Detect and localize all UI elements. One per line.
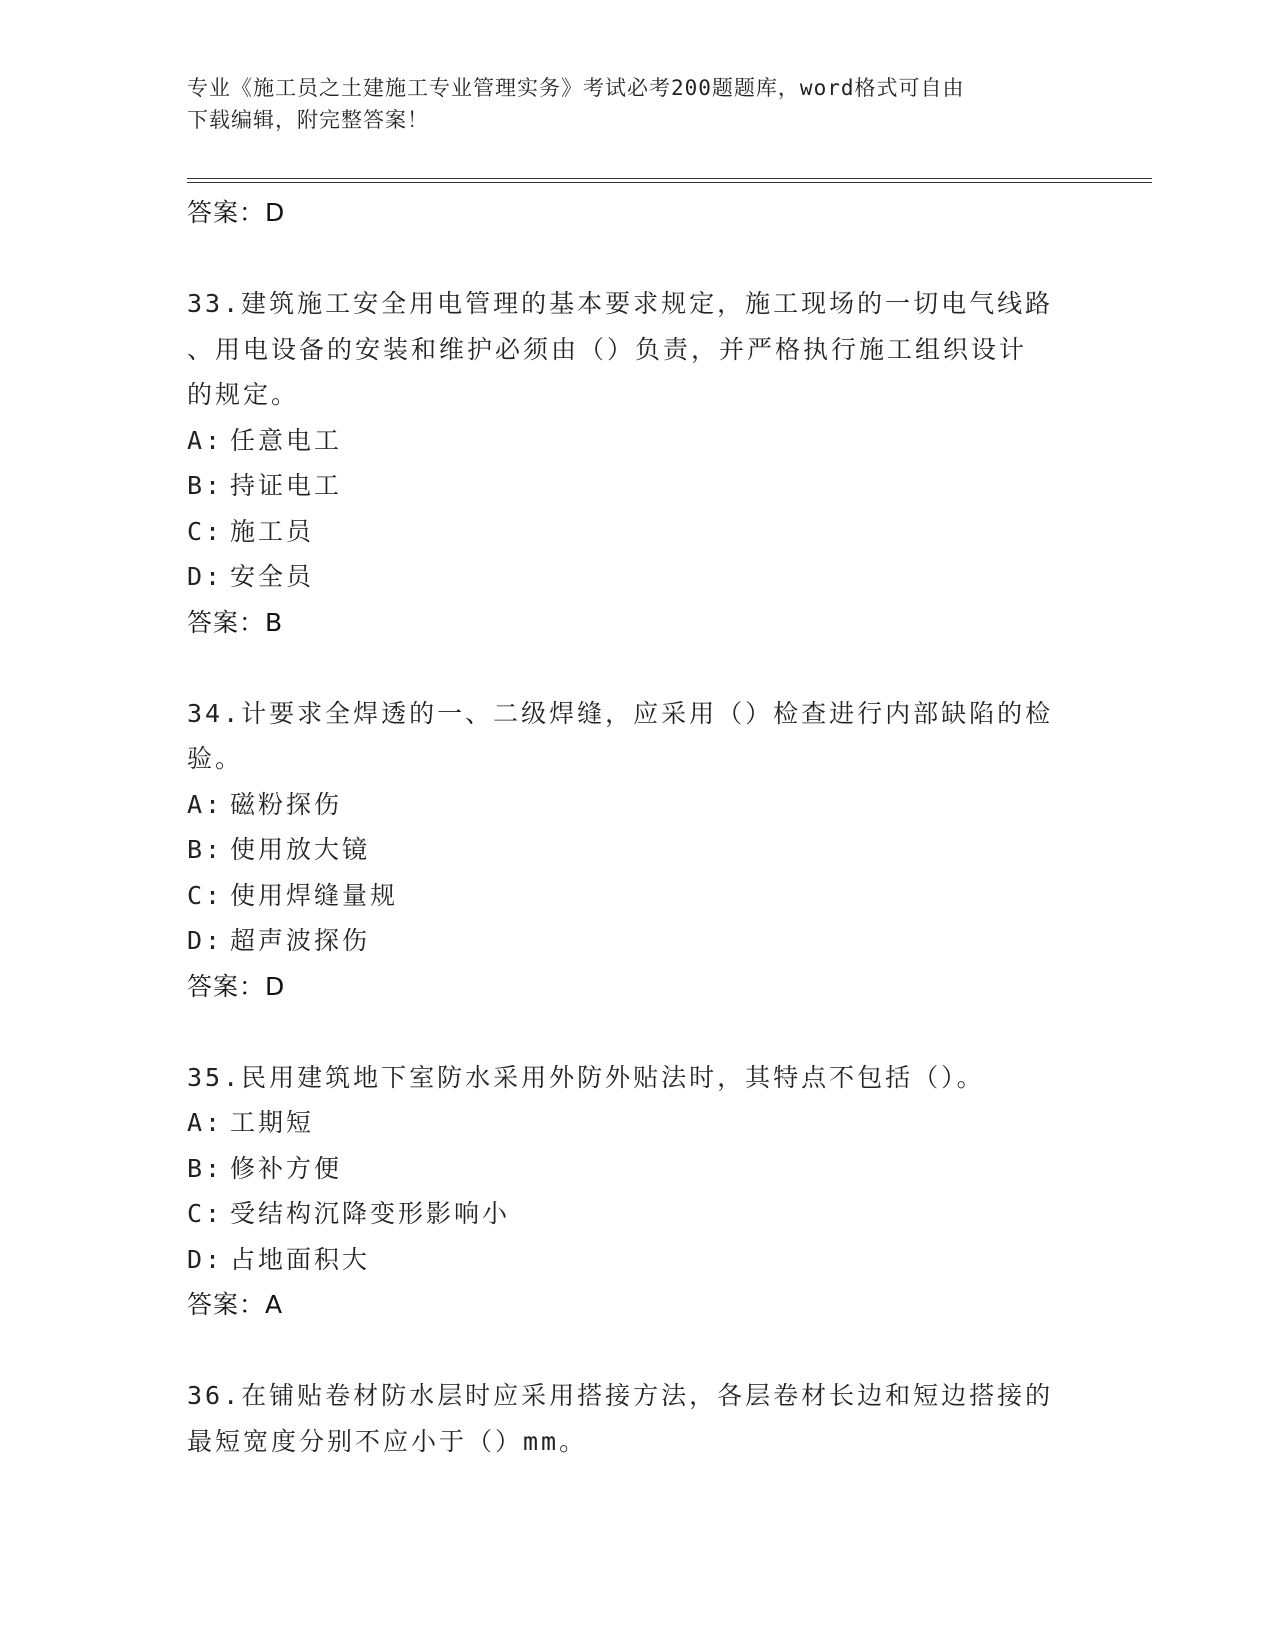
option-text: 工期短 [230, 1108, 315, 1137]
question-item [187, 1055, 1087, 1328]
option-b [187, 1146, 1087, 1192]
option-d [187, 554, 1087, 600]
option-text: 安全员 [230, 562, 315, 591]
option-key: D: [187, 562, 224, 591]
option-key: A: [187, 425, 224, 455]
option-text: 占地面积大 [230, 1244, 371, 1274]
option-d [187, 918, 1087, 964]
option-key: C: [187, 1199, 224, 1228]
question-text-line: 34.计要求全焊透的一、二级焊缝，应采用（）检查进行内部缺陷的检 [187, 698, 1054, 728]
option-key: C: [187, 516, 224, 546]
option-d [187, 1237, 1087, 1283]
option-a [187, 1100, 1087, 1146]
option-c [187, 509, 1087, 555]
question-list [187, 190, 1087, 1464]
question-text-line: 36.在铺贴卷材防水层时应采用搭接方法，各层卷材长边和短边搭接的 [187, 1381, 1054, 1410]
option-a [187, 782, 1087, 828]
option-key: D: [187, 1244, 224, 1274]
option-text: 任意电工 [230, 425, 343, 455]
option-b [187, 827, 1087, 873]
question-text-line: 验。 [187, 744, 244, 773]
question-item [187, 281, 1087, 645]
page-header [187, 72, 1067, 136]
option-text: 磁粉探伤 [230, 789, 343, 819]
option-text: 持证电工 [230, 471, 343, 500]
question-text-line: 的规定。 [187, 380, 300, 409]
spacer [187, 1009, 1087, 1055]
question-item [187, 691, 1087, 1010]
option-text: 使用焊缝量规 [230, 880, 399, 910]
header-line-2: 下载编辑，附完整答案！ [187, 108, 429, 132]
option-a [187, 418, 1087, 464]
option-c [187, 1191, 1087, 1237]
question-text-line: 最短宽度分别不应小于（）mm。 [187, 1426, 588, 1456]
option-key: C: [187, 880, 224, 910]
option-key: B: [187, 835, 224, 864]
header-line-1: 专业《施工员之土建施工专业管理实务》考试必考200题题库，word格式可自由 [187, 76, 965, 100]
option-text: 超声波探伤 [230, 926, 371, 955]
question-text-line: 、用电设备的安装和维护必须由（）负责，并严格执行施工组织设计 [187, 334, 1028, 364]
option-c [187, 873, 1087, 919]
question-item [187, 1373, 1087, 1464]
spacer [187, 645, 1087, 691]
option-key: A: [187, 1108, 224, 1137]
question-text-line: 33.建筑施工安全用电管理的基本要求规定，施工现场的一切电气线路 [187, 289, 1054, 318]
option-text: 使用放大镜 [230, 835, 371, 864]
answer-label: 答案：A [187, 1290, 284, 1319]
header-divider-bottom [187, 182, 1152, 183]
option-b [187, 463, 1087, 509]
option-key: A: [187, 789, 224, 819]
header-divider-top [187, 178, 1152, 179]
spacer [187, 236, 1087, 282]
option-text: 修补方便 [230, 1153, 343, 1183]
option-key: B: [187, 1153, 224, 1183]
spacer [187, 1328, 1087, 1374]
option-text: 施工员 [230, 516, 315, 546]
answer-label: 答案：D [187, 198, 286, 227]
answer-label: 答案：D [187, 971, 286, 1001]
option-key: D: [187, 926, 224, 955]
question-text-line: 35.民用建筑地下室防水采用外防外贴法时，其特点不包括（）。 [187, 1062, 985, 1092]
answer-label: 答案：B [187, 607, 284, 637]
option-text: 受结构沉降变形影响小 [230, 1199, 511, 1228]
option-key: B: [187, 471, 224, 500]
